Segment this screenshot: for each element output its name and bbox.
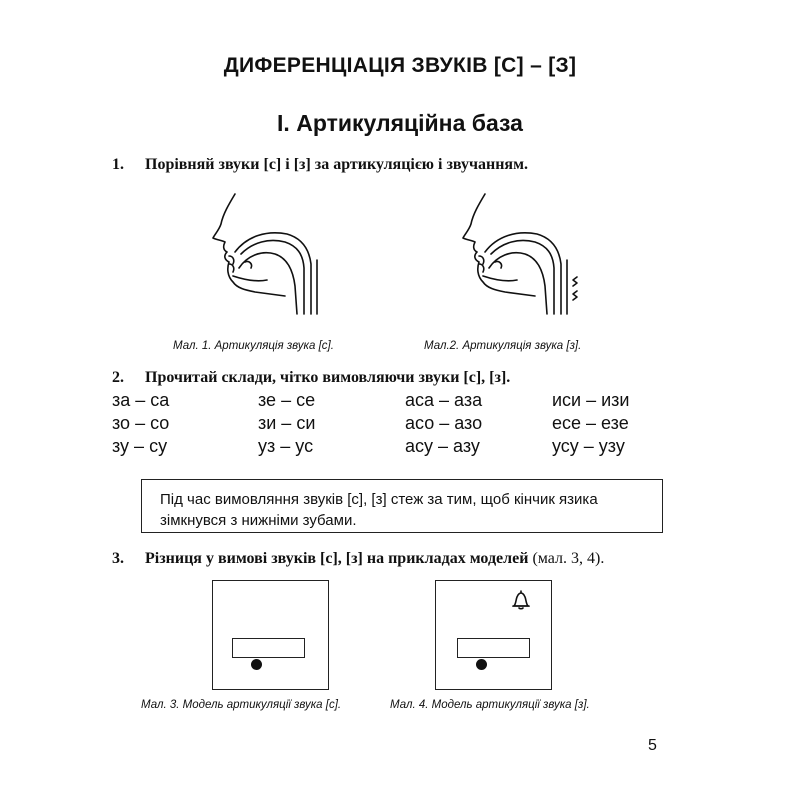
- task-3: [112, 550, 732, 570]
- task-note: (мал. 3, 4).: [532, 550, 605, 567]
- syllable: зу – су: [112, 436, 168, 456]
- task-number: 3.: [112, 550, 124, 567]
- head-profile-icon: [455, 190, 585, 320]
- syllable: есе – езе: [552, 413, 629, 433]
- tongue-tip-dot: [476, 659, 487, 670]
- figure-caption: Мал. 1. Артикуляція звука [с].: [173, 340, 334, 352]
- tongue-tip-dot: [251, 659, 262, 670]
- task-2: [112, 369, 712, 389]
- page-number: 5: [648, 737, 657, 754]
- syllable: иси – изи: [552, 390, 630, 410]
- head-profile-icon: [205, 190, 335, 320]
- syllable: асо – азо: [405, 413, 483, 433]
- section-title: І. Артикуляційна база: [277, 110, 523, 136]
- syllable: зе – се: [258, 390, 316, 410]
- figure-caption: Мал.2. Артикуляція звука [з].: [424, 340, 582, 352]
- figure-caption: Мал. 4. Модель артикуляції звука [з].: [390, 699, 590, 711]
- model-z: [435, 580, 552, 690]
- syllable: уз – ус: [258, 436, 314, 456]
- task-text: Різниця у вимові звуків [с], [з] на прикладах моделей: [145, 550, 529, 567]
- tongue-model: [232, 638, 305, 658]
- note-box: [141, 479, 663, 533]
- bell-icon: [510, 589, 532, 611]
- syllable: асу – азу: [405, 436, 480, 456]
- syllable: зи – си: [258, 413, 316, 433]
- task-number: 2.: [112, 369, 124, 386]
- task-text-wrap: [145, 550, 604, 568]
- task-1: [112, 156, 712, 176]
- task-number: 1.: [112, 156, 124, 173]
- task-text: Прочитай склади, чітко вимовляючи звуки [с], [з].: [145, 369, 511, 386]
- page-title: ДИФЕРЕНЦІАЦІЯ ЗВУКІВ [С] – [З]: [223, 54, 577, 77]
- note-line: зімкнувся з нижніми зубами.: [160, 512, 357, 529]
- syllable: аса – аза: [405, 390, 483, 410]
- syllable: зо – со: [112, 413, 170, 433]
- syllable: усу – узу: [552, 436, 625, 456]
- syllable: за – са: [112, 390, 170, 410]
- tongue-model: [457, 638, 530, 658]
- model-s: [212, 580, 329, 690]
- task-text: Порівняй звуки [с] і [з] за артикуляцією і звучанням.: [145, 156, 528, 173]
- note-line: Під час вимовляння звуків [с], [з] стеж за тим, щоб кінчик язика: [160, 491, 598, 508]
- figure-caption: Мал. 3. Модель артикуляції звука [с].: [141, 699, 342, 711]
